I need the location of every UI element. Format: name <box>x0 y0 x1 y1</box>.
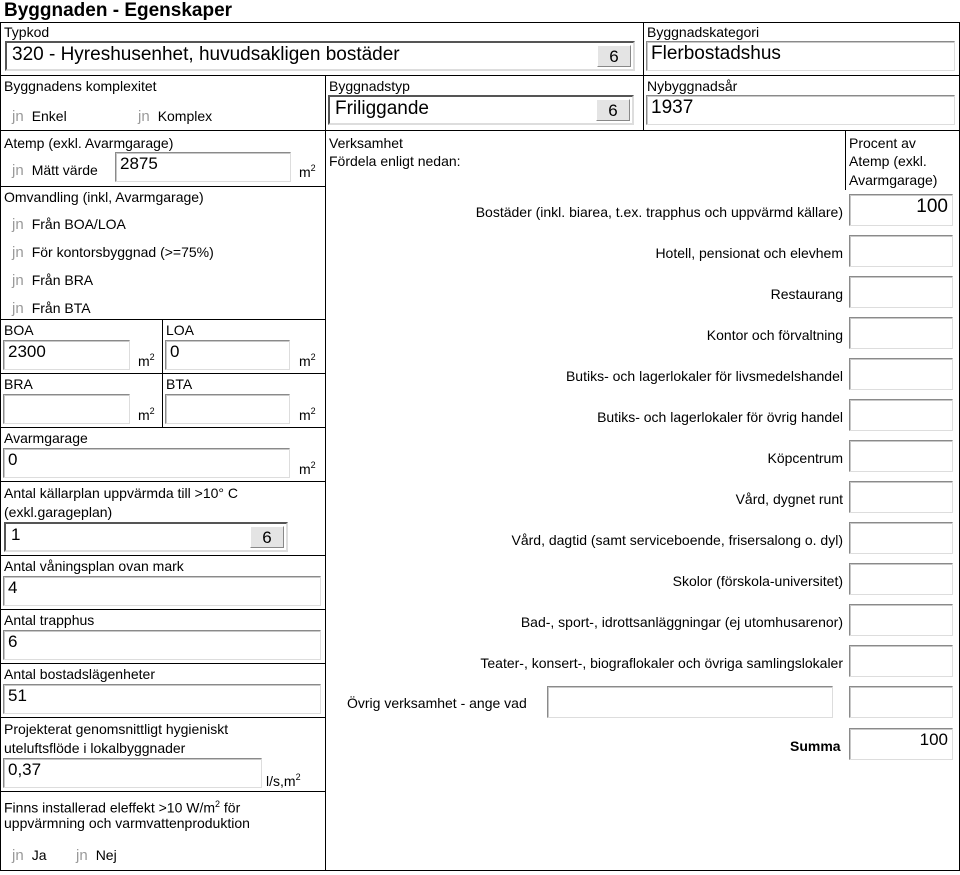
activity-percent-field[interactable] <box>849 276 953 308</box>
nybyggnadsar-label: Nybyggnadsår <box>647 78 738 94</box>
radio-komplex[interactable]: jn Komplex <box>138 108 213 125</box>
activity-label: Kontor och förvaltning <box>706 327 843 343</box>
radio-icon: jn <box>12 244 24 261</box>
ovrig-percent-field[interactable] <box>849 686 953 718</box>
radio-matt-varde[interactable]: jn Mätt värde <box>12 162 98 179</box>
byggnadskategori-field[interactable]: Flerbostadshus <box>646 41 955 71</box>
divider <box>0 717 326 718</box>
kallarplan-label-2: (exkl.garageplan) <box>4 504 113 520</box>
trapphus-label: Antal trapphus <box>4 612 95 628</box>
bta-unit: $m^2$ <box>299 406 316 423</box>
avarmgarage-unit: $m^2$ <box>299 460 316 477</box>
vaningsplan-field[interactable]: 4 <box>3 576 321 606</box>
byggnadstyp-label: Byggnadstyp <box>329 78 410 94</box>
activity-label: Skolor (förskola-universitet) <box>672 573 843 589</box>
activity-percent-field[interactable] <box>849 399 953 431</box>
radio-nej[interactable]: jn Nej <box>76 847 117 864</box>
lagenheter-label: Antal bostadslägenheter <box>4 666 155 682</box>
activity-label: Butiks- och lagerlokaler för övrig handel <box>597 409 843 425</box>
activity-label: Bad-, sport-, idrottsanläggningar (ej utomhusarenor) <box>520 614 843 630</box>
divider <box>0 130 960 131</box>
typkod-select[interactable] <box>5 41 635 71</box>
byggnadstyp-select[interactable] <box>328 95 634 125</box>
divider <box>0 609 326 610</box>
boa-unit: $m^2$ <box>138 352 155 369</box>
radio-enkel[interactable]: jn Enkel <box>12 108 67 125</box>
activity-label: Bostäder (inkl. biarea, t.ex. trapphus och uppvärmd källare) <box>475 204 843 220</box>
atemp-unit: $m^2$ <box>299 163 316 180</box>
activity-label: Restaurang <box>770 286 843 302</box>
ovrig-label: Övrig verksamhet - ange vad <box>347 695 527 711</box>
radio-icon: jn <box>138 108 150 125</box>
bra-label: BRA <box>4 376 33 392</box>
divider <box>162 319 163 427</box>
kallarplan-value: 1 <box>11 525 21 544</box>
bra-unit: $m^2$ <box>138 406 155 423</box>
atemp-field[interactable]: 2875 <box>115 152 291 182</box>
activity-percent-field[interactable]: 100 <box>849 194 953 226</box>
activity-percent-field[interactable] <box>849 358 953 390</box>
summa-label: Summa <box>790 738 841 754</box>
uteluft-label: Projekterat genomsnittligt hygieniskt <box>4 721 229 737</box>
avarmgarage-label: Avarmgarage <box>4 430 88 446</box>
divider <box>0 791 326 792</box>
kallarplan-select[interactable] <box>4 522 288 552</box>
divider <box>0 663 326 664</box>
activity-label: Butiks- och lagerlokaler för livsmedelshandel <box>565 368 843 384</box>
eleffekt-label-2: uppvärmning och varmvattenproduktion <box>4 815 250 831</box>
boa-field[interactable]: 2300 <box>3 340 130 370</box>
divider <box>643 22 644 130</box>
radio-icon: jn <box>76 847 88 864</box>
byggnadstyp-value: Friliggande <box>335 98 429 119</box>
loa-unit: $m^2$ <box>299 352 316 369</box>
kallarplan-label: Antal källarplan uppvärmda till >10° C <box>4 485 239 501</box>
boa-label: BOA <box>4 322 34 338</box>
byggnadskategori-label: Byggnadskategori <box>647 24 760 40</box>
activity-label: Vård, dagtid (samt serviceboende, frisersalong o. dyl) <box>511 532 843 548</box>
radio-fran-bra[interactable]: jn Från BRA <box>12 272 94 289</box>
radio-icon: jn <box>12 272 24 289</box>
activity-percent-field[interactable] <box>849 604 953 636</box>
trapphus-field[interactable]: 6 <box>3 630 321 660</box>
radio-fran-bta[interactable]: jn Från BTA <box>12 300 91 317</box>
typkod-value: 320 - Hyreshusenhet, huvudsakligen bostäder <box>12 44 400 65</box>
atemp-label: Atemp (exkl. Avarmgarage) <box>4 135 174 151</box>
activity-label: Köpcentrum <box>767 450 843 466</box>
dropdown-arrow-icon[interactable]: 6 <box>250 526 284 548</box>
eleffekt-label: Finns installerad eleffekt >10 $W/m^2$ för <box>4 799 241 816</box>
uteluft-label-2: uteluftsflöde i lokalbyggnader <box>4 740 186 756</box>
bta-field[interactable] <box>165 394 290 424</box>
bra-field[interactable] <box>3 394 130 424</box>
activity-percent-field[interactable] <box>849 645 953 677</box>
procent-label: Procent av <box>849 135 916 151</box>
summa-field: 100 <box>849 728 953 760</box>
radio-icon: jn <box>12 216 24 233</box>
divider <box>0 186 326 187</box>
activity-percent-field[interactable] <box>849 522 953 554</box>
divider <box>0 555 326 556</box>
divider <box>0 870 960 871</box>
activity-label: Teater-, konsert-, biograflokaler och övriga samlingslokaler <box>480 655 843 671</box>
radio-ja[interactable]: jn Ja <box>12 847 47 864</box>
radio-icon: jn <box>12 108 24 125</box>
typkod-label: Typkod <box>4 24 50 40</box>
dropdown-arrow-icon[interactable]: 6 <box>597 45 631 67</box>
divider <box>325 75 326 871</box>
activity-label: Hotell, pensionat och elevhem <box>655 245 843 261</box>
procent-label-2: Atemp (exkl. <box>849 153 927 169</box>
divider <box>0 319 326 320</box>
activity-percent-field[interactable] <box>849 235 953 267</box>
activity-percent-field[interactable] <box>849 317 953 349</box>
divider <box>845 130 846 190</box>
nybyggnadsar-field[interactable]: 1937 <box>646 95 955 125</box>
avarmgarage-field[interactable]: 0 <box>3 448 290 478</box>
bta-label: BTA <box>166 376 193 392</box>
procent-label-3: Avarmgarage) <box>849 172 938 188</box>
verksamhet-sublabel: Fördela enligt nedan: <box>329 153 461 169</box>
vaningsplan-label: Antal våningsplan ovan mark <box>4 558 184 574</box>
komplexitet-label: Byggnadens komplexitet <box>4 78 157 94</box>
lagenheter-field[interactable]: 51 <box>3 684 321 714</box>
dropdown-arrow-icon[interactable]: 6 <box>596 99 630 121</box>
radio-icon: jn <box>12 300 24 317</box>
divider <box>0 22 1 871</box>
activity-percent-field[interactable] <box>849 481 953 513</box>
divider <box>0 373 326 374</box>
omvandling-label: Omvandling (inkl, Avarmgarage) <box>4 189 204 205</box>
activity-percent-field[interactable] <box>849 563 953 595</box>
loa-label: LOA <box>166 322 195 338</box>
verksamhet-label: Verksamhet <box>329 135 403 151</box>
divider <box>0 75 960 76</box>
uteluft-field[interactable]: 0,37 <box>3 758 262 788</box>
divider <box>0 22 960 23</box>
radio-icon: jn <box>12 162 24 179</box>
divider <box>0 481 326 482</box>
divider <box>0 427 326 428</box>
radio-fran-boa-loa[interactable]: jn Från BOA/LOA <box>12 216 126 233</box>
radio-kontorsbyggnad[interactable]: jn För kontorsbyggnad (>=75%) <box>12 244 214 261</box>
loa-field[interactable]: 0 <box>165 340 290 370</box>
activity-label: Vård, dygnet runt <box>735 491 843 507</box>
ovrig-text-field[interactable] <box>547 686 833 718</box>
page-title: Byggnaden - Egenskaper <box>4 0 233 21</box>
radio-icon: jn <box>12 847 24 864</box>
activity-percent-field[interactable] <box>849 440 953 472</box>
uteluft-unit: $l/s,m^2$ <box>266 772 301 789</box>
